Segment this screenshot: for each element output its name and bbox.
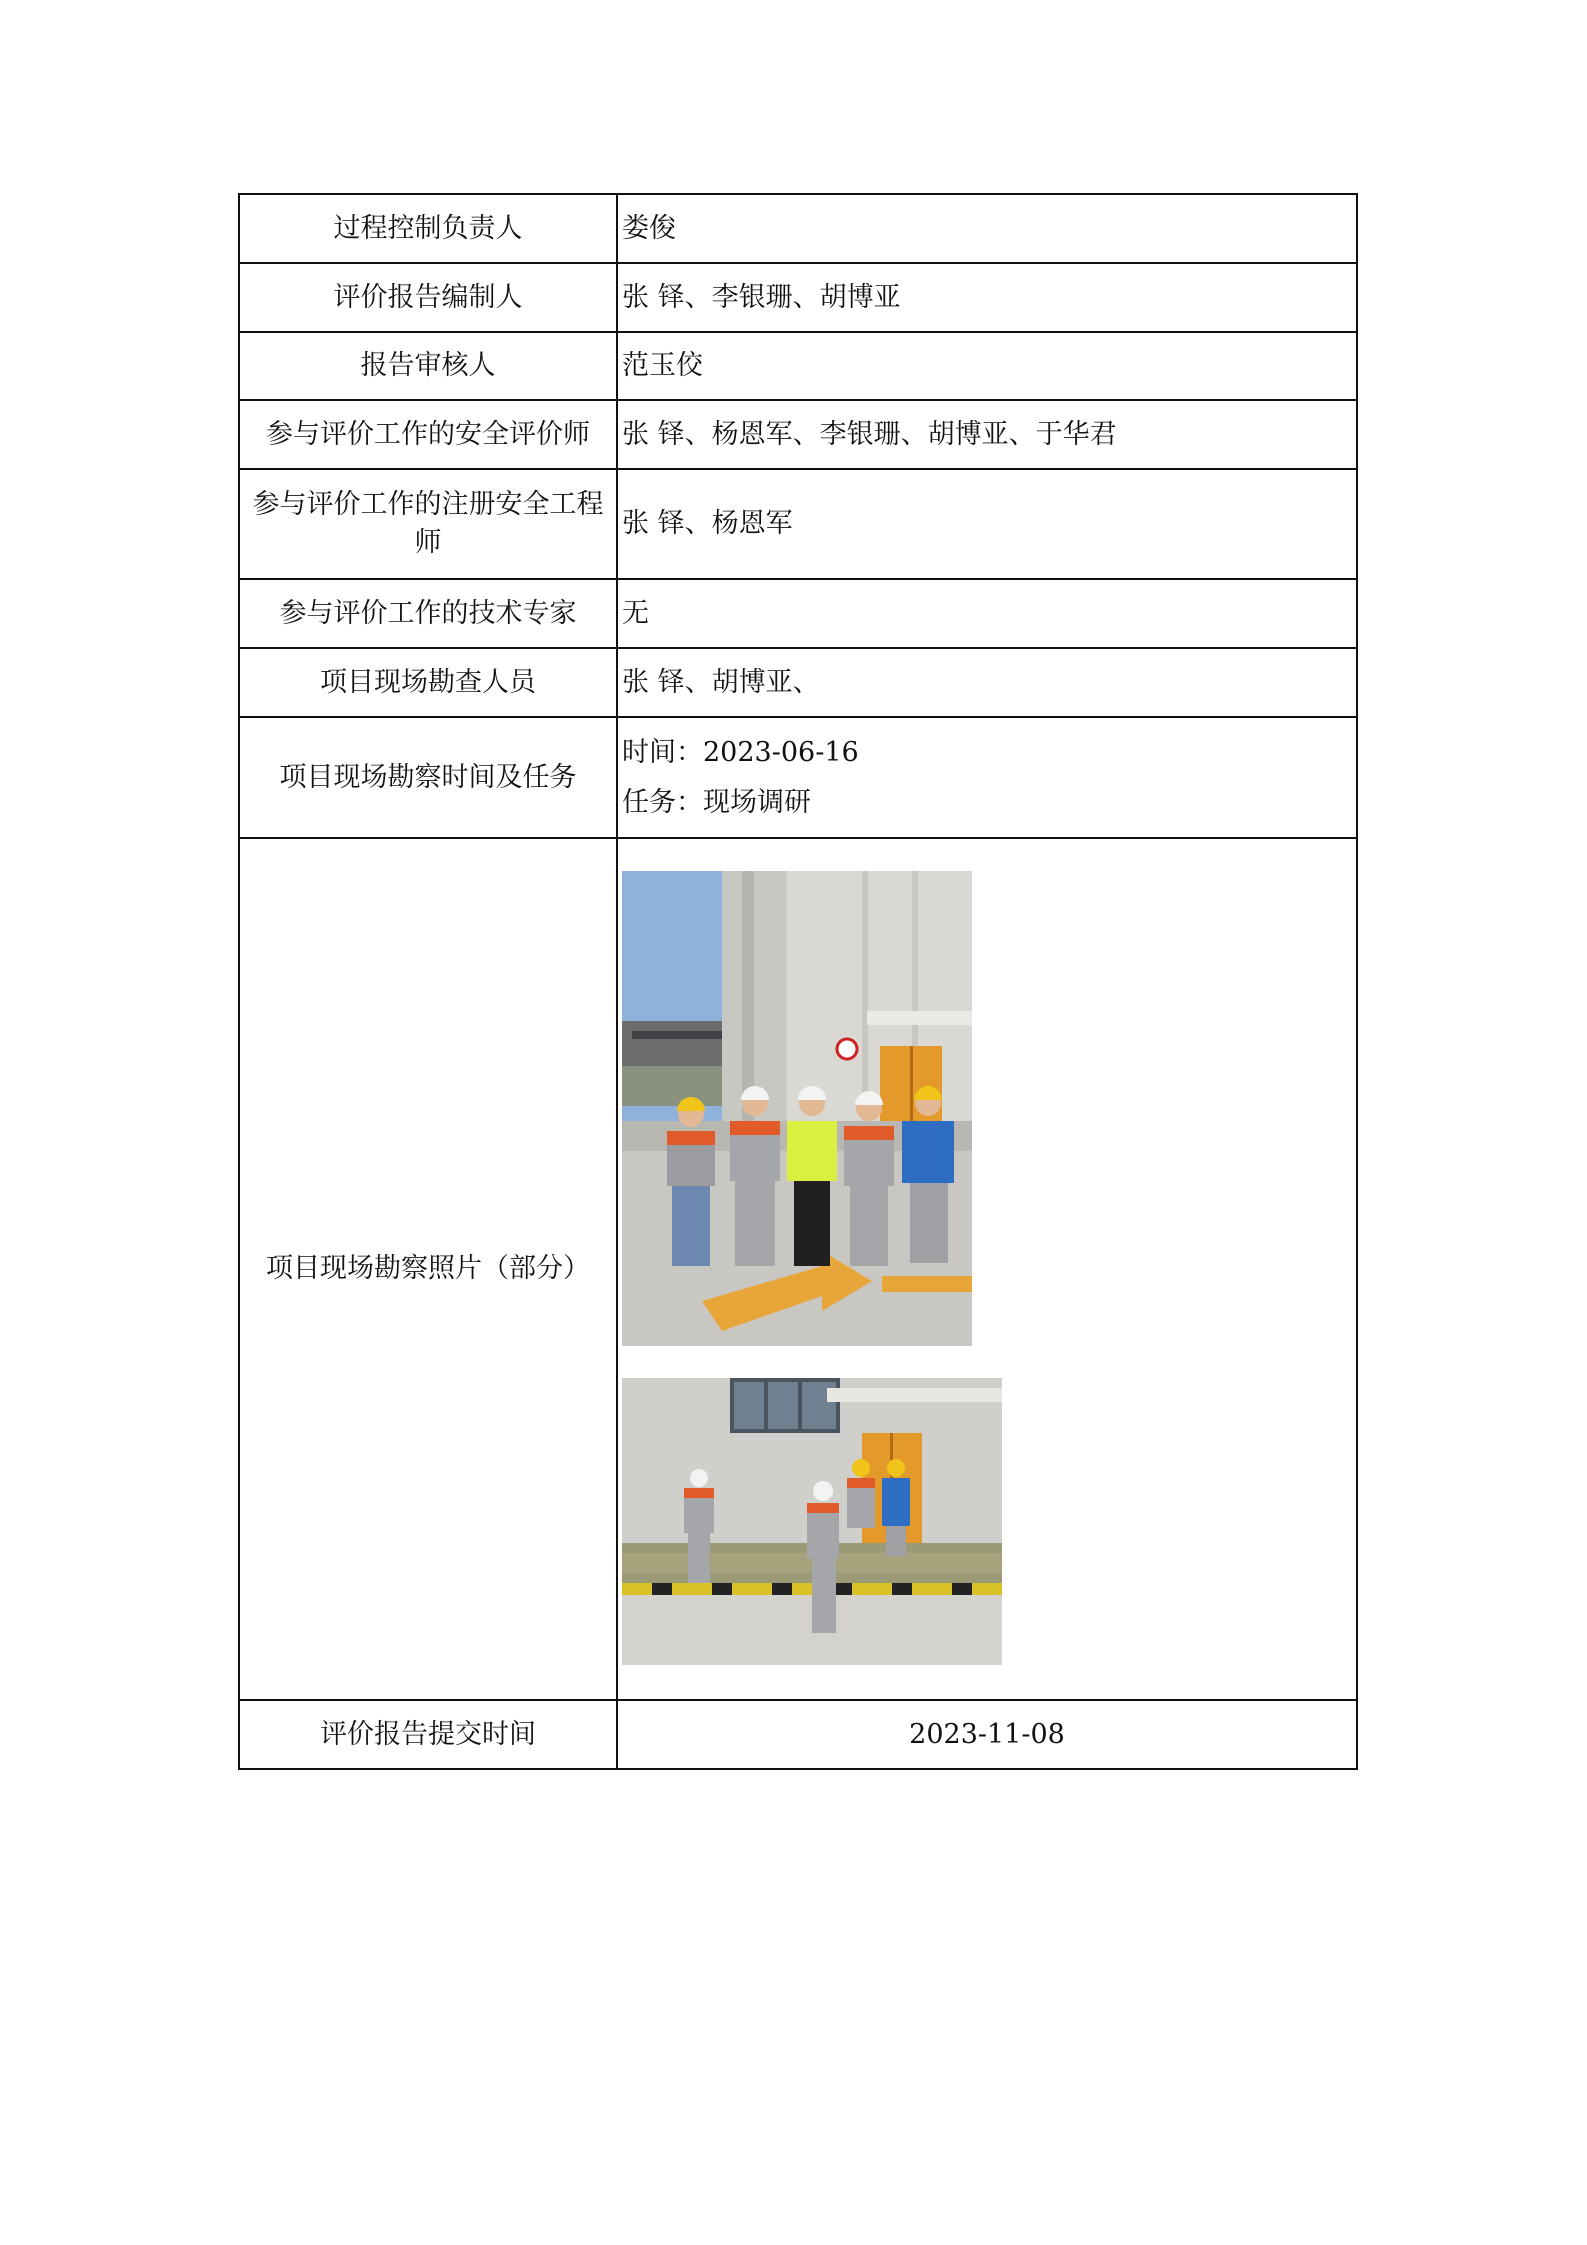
row-value: 张 铎、李银珊、胡博亚 <box>617 263 1357 332</box>
table-row <box>239 400 1357 469</box>
row-value: 张 铎、胡博亚、 <box>617 648 1357 717</box>
row-label: 评价报告编制人 <box>239 263 617 332</box>
site-photo-inspection <box>622 1378 1002 1665</box>
photos-cell <box>617 838 1357 1700</box>
table-row <box>239 263 1357 332</box>
table-row <box>239 579 1357 648</box>
row-label: 过程控制负责人 <box>239 194 617 263</box>
table-row <box>239 838 1357 1700</box>
table-row <box>239 717 1357 838</box>
table-row <box>239 1700 1357 1769</box>
row-label: 参与评价工作的注册安全工程师 <box>239 469 617 579</box>
evaluation-info-table <box>238 193 1358 1770</box>
survey-value <box>617 717 1357 838</box>
row-value: 张 铎、杨恩军、李银珊、胡博亚、于华君 <box>617 400 1357 469</box>
row-label: 报告审核人 <box>239 332 617 400</box>
survey-task: 任务：现场调研 <box>622 786 811 818</box>
survey-label: 项目现场勘察时间及任务 <box>239 717 617 838</box>
survey-time: 时间：2023-06-16 <box>622 736 859 768</box>
submit-label: 评价报告提交时间 <box>239 1700 617 1769</box>
row-label: 参与评价工作的技术专家 <box>239 579 617 648</box>
row-value: 范玉佼 <box>617 332 1357 400</box>
table-row <box>239 469 1357 579</box>
row-value: 娄俊 <box>617 194 1357 263</box>
row-label: 参与评价工作的安全评价师 <box>239 400 617 469</box>
row-value: 无 <box>617 579 1357 648</box>
row-label: 项目现场勘查人员 <box>239 648 617 717</box>
table-row <box>239 332 1357 400</box>
photos-label: 项目现场勘察照片（部分） <box>239 838 617 1700</box>
submit-date: 2023-11-08 <box>617 1700 1357 1769</box>
row-value: 张 铎、杨恩军 <box>617 469 1357 579</box>
table-row <box>239 648 1357 717</box>
table-row <box>239 194 1357 263</box>
site-photo-group <box>622 871 972 1346</box>
